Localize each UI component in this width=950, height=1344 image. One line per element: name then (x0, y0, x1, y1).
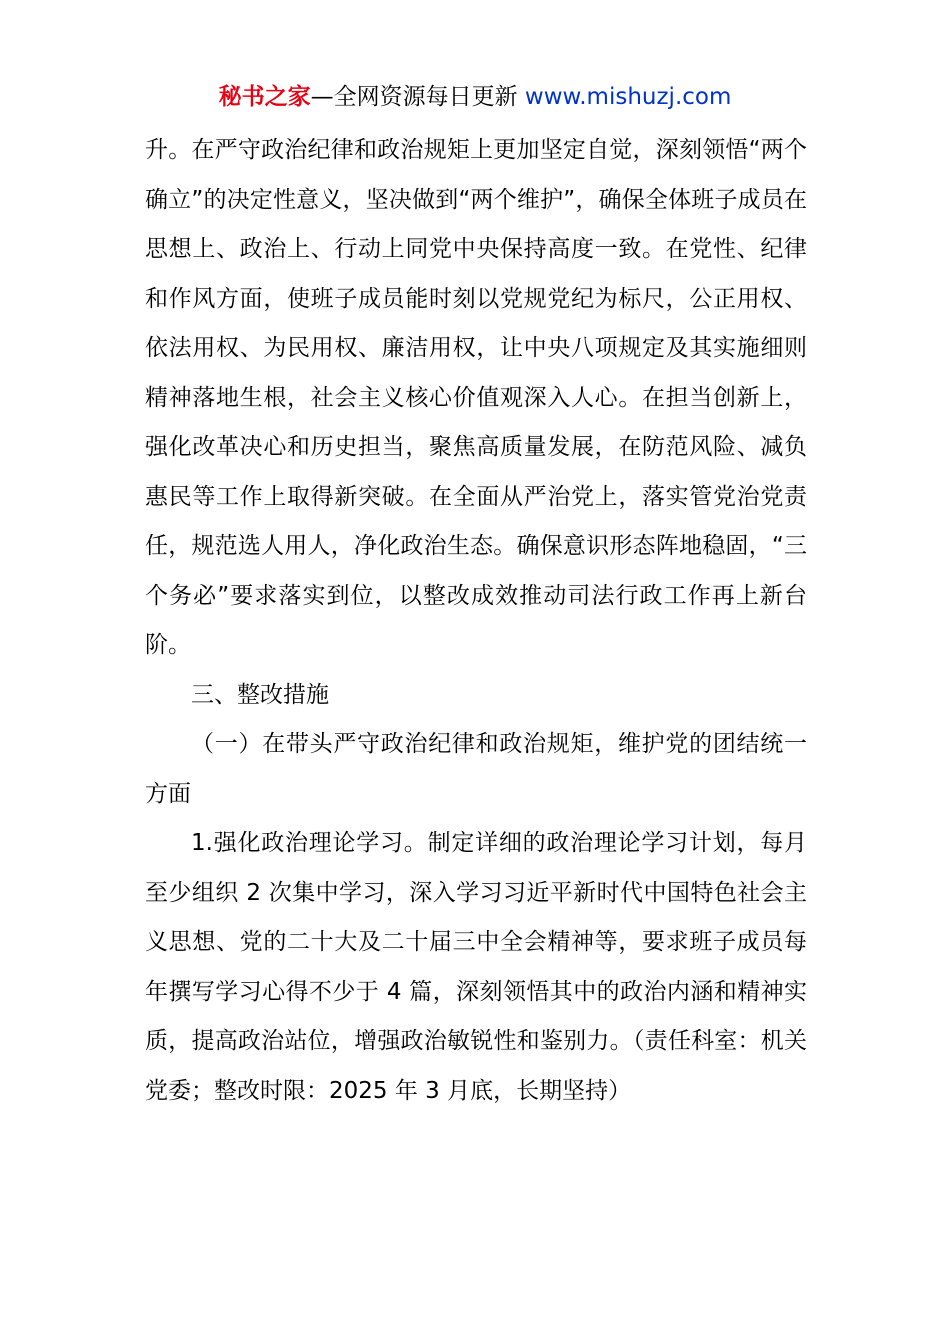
body-paragraph-continued: 升。在严守政治纪律和政治规矩上更加坚定自觉，深刻领悟“两个确立”的决定性意义，坚决做到“两个维护”，确保全体班子成员在思想上、政治上、行动上同党中央保持高度一致。在党性、纪律和作风方面，使班子成员能时刻以党规党纪为标尺，公正用权、依法用权、为民用权、廉洁用权，让中央八项规定及其实施细则精神落地生根，社会主义核心价值观深入人心。在担当创新上，强化改革决心和历史担当，聚焦高质量发展，在防范风险、减负惠民等工作上取得新突破。在全面从严治党上，落实管党治党责任，规范选人用人，净化政治生态。确保意识形态阵地稳固，“三个务必”要求落实到位，以整改成效推动司法行政工作再上新台阶。 (145, 137, 807, 658)
document-body (145, 126, 807, 1116)
section-heading: 三、整改措施 (191, 681, 329, 708)
site-url[interactable]: www.mishuzj.com (524, 84, 732, 110)
measure-paragraph: 1.强化政治理论学习。制定详细的政治理论学习计划，每月至少组织 2 次集中学习，深入学习习近平新时代中国特色社会主义思想、党的二十大及二十届三中全会精神等，要求班子成员每年撰写学习心得不少于 4 篇，深刻领悟其中的政治内涵和精神实质，提高政治站位，增强政治敏锐性和鉴别力。（责任科室：机关党委；整改时限：2025 年 3 月底，长期坚持） (145, 830, 807, 1104)
subsection-heading: （一）在带头严守政治纪律和政治规矩，维护党的团结统一方面 (145, 731, 807, 807)
site-brand: 秘书之家 (218, 84, 311, 110)
site-slogan: —全网资源每日更新 (310, 84, 518, 110)
page-header (0, 82, 950, 112)
